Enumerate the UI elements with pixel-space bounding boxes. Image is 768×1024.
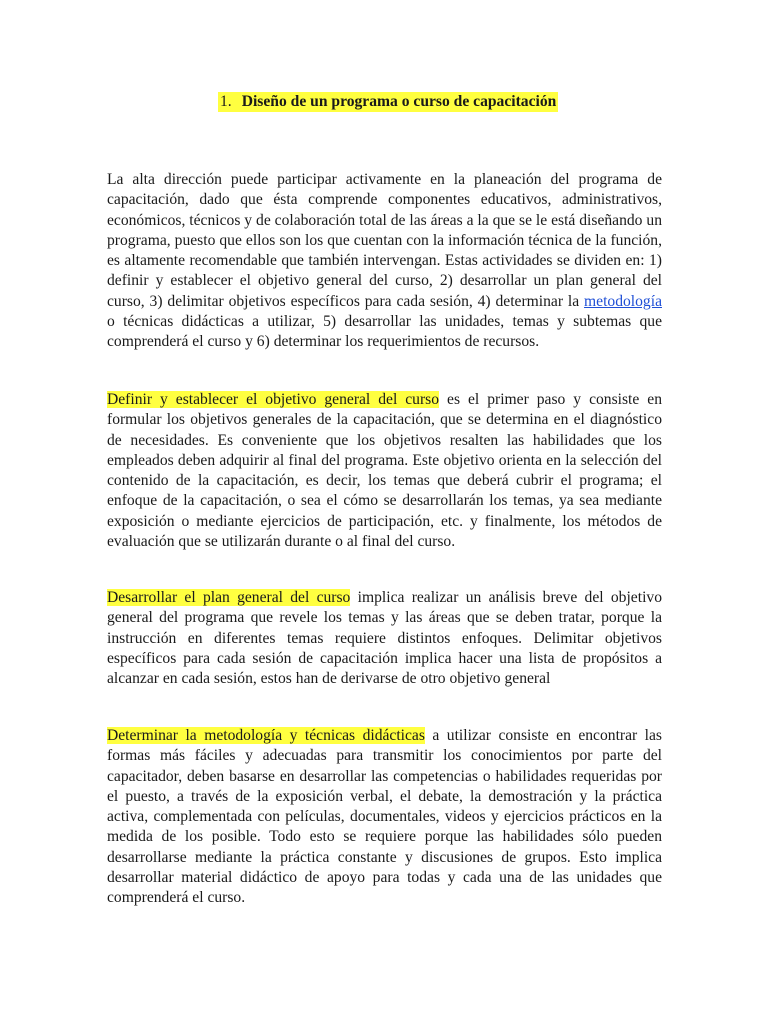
paragraph-objetivo-general-text: es el primer paso y consiste en formular los objetivos generales de la capacitación, que se determina en el diagnóstico de necesidades. Es conveniente que los objetivos resalten las habilidades que los empleados deben adquirir al final del programa. Este objetivo orienta en la selección del contenido de la capacitación, es decir, los temas que deberá cubrir el programa; el enfoque de la capacitación, o sea el cómo se desarrollarán los temas, ya sea mediante exposición o mediante ejercicios de participación, etc. y finalmente, los métodos de evaluación que se utilizarán durante o al final del curso. [107, 391, 663, 551]
paragraph-metodologia [107, 726, 662, 909]
paragraph-plan-general-text: implica realizar un análisis breve del objetivo general del programa que revele los temas y las áreas que se deben tratar, porque la instrucción en diferentes temas requiere distintos enfoques. Delimitar objetivos específicos para cada sesión de capacitación implica hacer una lista de propósitos a alcanzar en cada sesión, estos han de derivarse de otro objetivo general [107, 589, 662, 688]
paragraph-objetivo-general [107, 390, 662, 552]
paragraph-intro [107, 170, 662, 353]
paragraph-intro-text-before: La alta dirección puede participar activamente en la planeación del programa de capacitación, dado que ésta comprende componentes educativos, administrativos, económicos, técnicos y de colaboración total de las áreas a la que se le está diseñando un programa, puesto que ellos son los que cuentan con la información técnica de la función, es altamente recomendable que también intervengan. Estas actividades se dividen en: 1) definir y establecer el objetivo general del curso, 2) desarrollar un plan general del curso, 3) delimitar objetivos específicos para cada sesión, 4) determinar la [107, 171, 662, 310]
highlight-plan-general: Desarrollar el plan general del curso [107, 589, 351, 606]
highlight-objetivo-general: Definir y establecer el objetivo general del curso [107, 391, 440, 408]
heading-title: Diseño de un programa o curso de capacitación [241, 93, 557, 110]
section-heading [218, 92, 558, 112]
paragraph-intro-text-after: o técnicas didácticas a utilizar, 5) desarrollar las unidades, temas y subtemas que comprenderá el curso y 6) determinar los requerimientos de recursos. [107, 313, 662, 351]
metodologia-link[interactable]: metodología [584, 292, 662, 310]
heading-number: 1. [220, 93, 232, 110]
paragraph-plan-general [107, 588, 662, 689]
paragraph-metodologia-text: a utilizar consiste en encontrar las formas más fáciles y adecuadas para transmitir los conocimientos por parte del capacitador, deben basarse en desarrollar las competencias o habilidades requeridas por el puesto, a través de la exposición verbal, el debate, la demostración y la práctica activa, complementada con películas, documentales, videos y ejercicios prácticos en la medida de los posible. Todo esto se requiere porque las habilidades sólo pueden desarrollarse mediante la práctica constante y discusiones de grupos. Esto implica desarrollar material didáctico de apoyo para todas y cada una de las unidades que comprenderá el curso. [107, 727, 663, 907]
highlight-metodologia: Determinar la metodología y técnicas didácticas [107, 727, 425, 744]
